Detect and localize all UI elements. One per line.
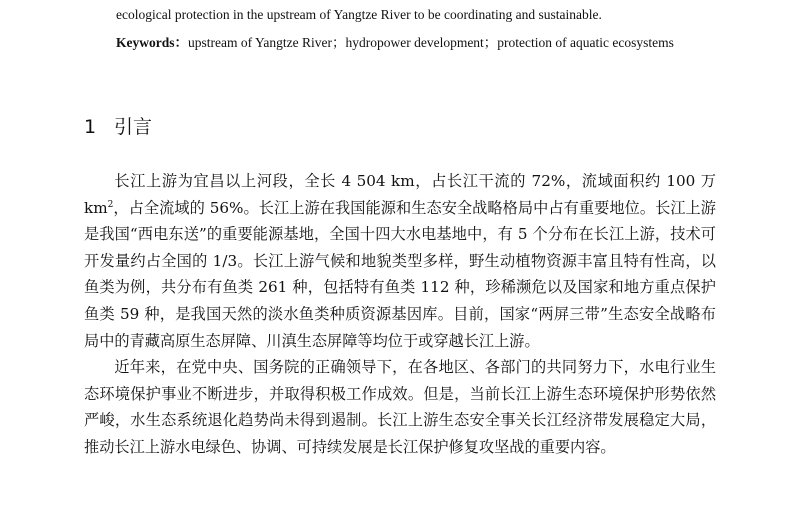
section-title: 引言 [114, 116, 153, 138]
section-heading [84, 114, 152, 140]
keywords-label: Keywords： [116, 35, 188, 50]
paragraph-1 [84, 168, 716, 354]
body-text [84, 168, 716, 461]
paragraph-1-part-2: ，占全流域的 56%。长江上游在我国能源和生态安全战略格局中占有重要地位。长江上游是我国“西电东送”的重要能源基地，全国十四大水电基地中，有 5 个分布在长江上游，技术可开发量约占全国的 1/3。长江上游气候和地貌类型多样，野生动植物资源丰富且特有性高，以鱼类为例，共分布有鱼类 261 种，包括特有鱼类 112 种，珍稀濒危以及国家和地方重点保护鱼类 59 种，是我国天然的淡水鱼类种质资源基因库。目前，国家“两屏三带”生态安全战略布局中的青藏高原生态屏障、川滇生态屏障等均位于或穿越长江上游。 [84, 198, 716, 350]
paragraph-1-part-1: 长江上游为宜昌以上河段，全长 4 504 km，占长江干流的 72%，流域面积约 100 万 km [84, 172, 716, 217]
keywords-text: upstream of Yangtze River；hydropower development；protection of aquatic ecosystems [188, 35, 674, 50]
keywords-line [116, 34, 746, 52]
abstract-last-line: ecological protection in the upstream of Yangtze River to be coordinating and sustainable. [116, 7, 602, 22]
section-number: 1 [84, 116, 97, 138]
paragraph-2: 近年来，在党中央、国务院的正确领导下，在各地区、各部门的共同努力下，水电行业生态环境保护事业不断进步，并取得积极工作成效。但是，当前长江上游生态环境保护形势依然严峻，水生态系统退化趋势尚未得到遏制。长江上游生态安全事关长江经济带发展稳定大局，推动长江上游水电绿色、协调、可持续发展是长江保护修复攻坚战的重要内容。 [84, 358, 716, 456]
superscript-2: 2 [107, 199, 114, 210]
